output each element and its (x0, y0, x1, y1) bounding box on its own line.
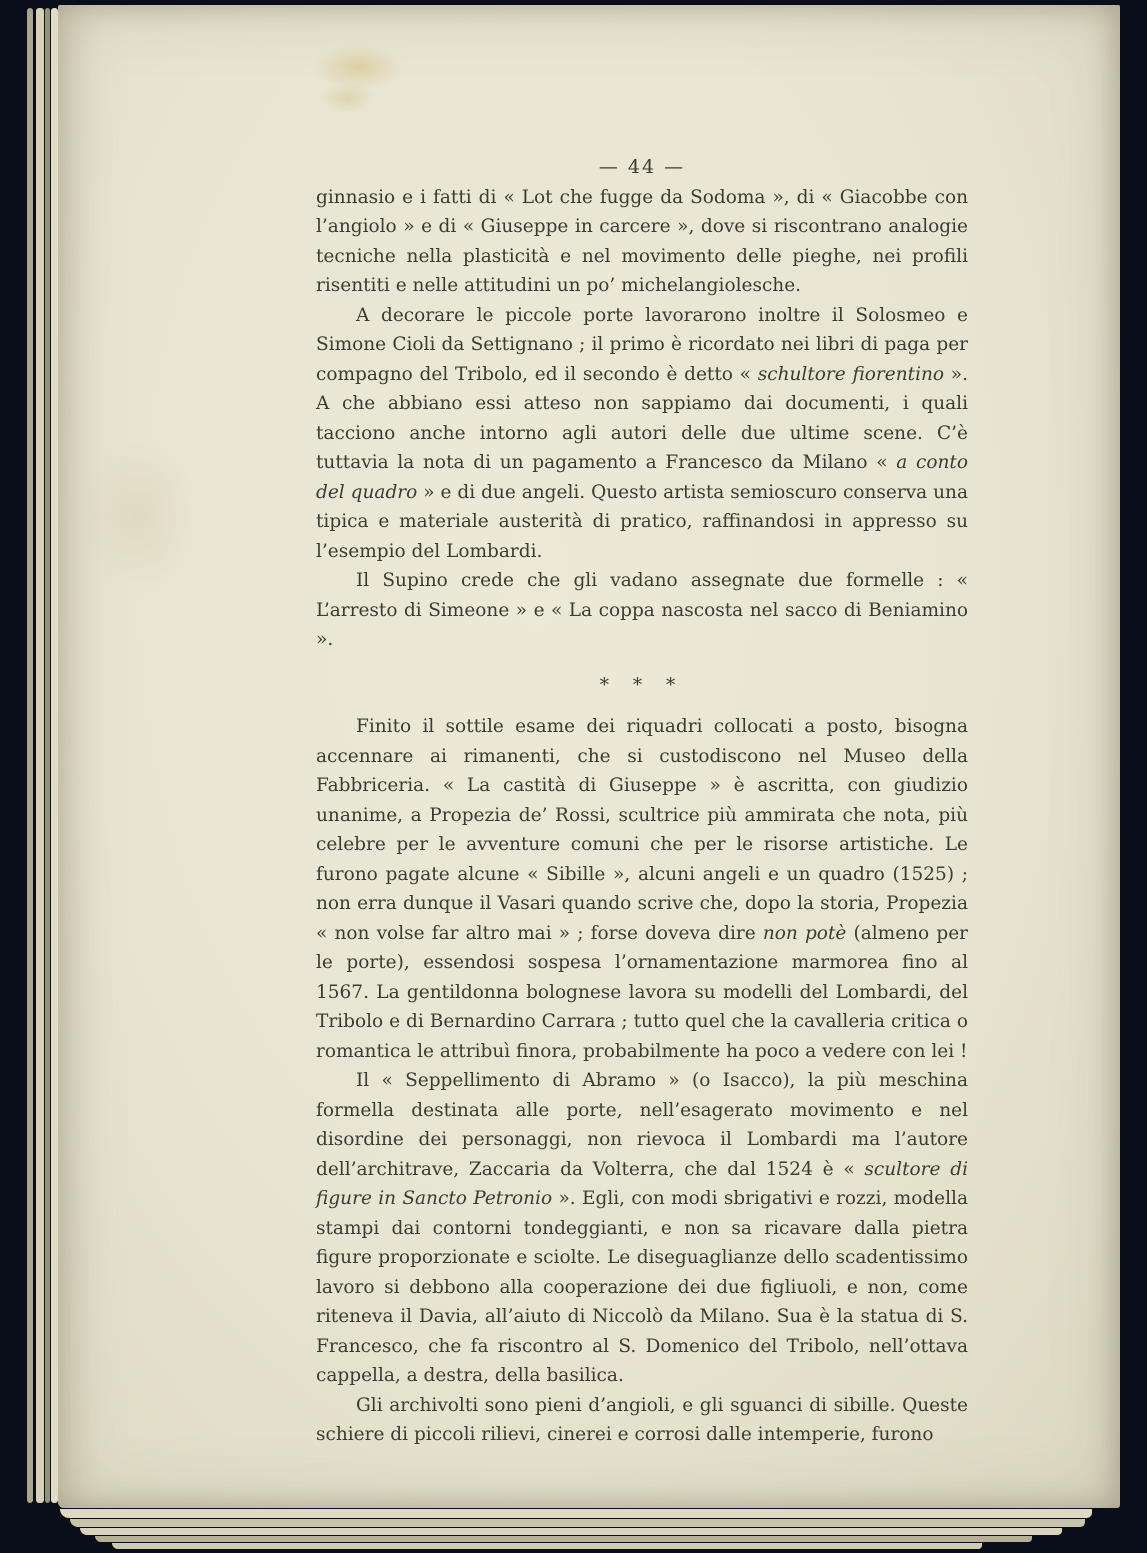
italic-run: schultore fiorentino (757, 363, 945, 385)
text-block (316, 153, 968, 1450)
page-edge-left (51, 8, 58, 1503)
page-number: — 44 — (598, 156, 686, 178)
paragraph (316, 566, 968, 655)
paper-stain (313, 45, 403, 90)
paragraph (316, 712, 968, 1066)
page-edge-left (45, 8, 50, 1503)
paragraph (316, 183, 968, 301)
page-edge-bottom (70, 1519, 1085, 1527)
text-run: ginnasio e i fatti di « Lot che fugge da Sodoma », di « Giacobbe con l’angiolo » e di « Giuseppe in carcere », dove si riscontrano analogie tecniche nella plasticità e nel movimento delle pieghe, nei profili risentiti e nelle attitudini un po’ michelangiolesche. (316, 186, 968, 296)
page-edge-left (36, 8, 44, 1503)
text-run: A decorare le piccole porte lavorarono inoltre il Solosmeo e Simone Cioli da Settignano ; il primo è ricordato nei libri di paga per compagno del Tribolo, ed il secondo è detto « (316, 304, 968, 385)
text-run: * * * (599, 674, 685, 696)
page-edge-bottom (60, 1509, 1092, 1518)
text-run: (almeno per le porte), essendosi sospesa l’ornamentazione marmorea fino al 1567. La gentildonna bolognese lavora su modelli del Lombardi, del Tribolo e di Bernardino Carrara ; tutto quel che la cavalleria critica o romantica le attribuì finora, probabilmente ha poco a vedere con lei ! (316, 922, 968, 1062)
text-run: » e di due angeli. Questo artista semioscuro conserva una tipica e materiale austerità di pratico, raffinandosi in appresso su l’esempio del Lombardi. (316, 481, 968, 562)
page-edge-bottom (95, 1536, 1032, 1542)
italic-run: a conto del quadro (316, 452, 968, 503)
italic-run: scultore di figure in Sancto Petronio (316, 1158, 968, 1209)
italic-run: non potè (762, 922, 847, 944)
section-separator (316, 671, 968, 701)
page-edge-left (27, 8, 33, 1503)
paragraph (316, 1391, 968, 1450)
text-run: Finito il sottile esame dei riquadri collocati a posto, bisogna accennare ai rimanenti, che si custodiscono nel Museo della Fabbriceria. « La castità di Giuseppe » è ascritta, con giudizio unanime, a Propezia de’ Rossi, scultrice più ammirata che nota, più celebre per le avventure comuni che per le risorse artistiche. Le furono pagate alcune « Sibille », alcuni angeli e un quadro (1525) ; non erra dunque il Vasari quando scrive che, dopo la storia, Propezia « non volse far altro mai » ; forse doveva dire (316, 716, 968, 944)
text-run: ». A che abbiano essi atteso non sappiamo dai documenti, i quali tacciono anche intorno agli autori delle due ultime scene. C’è tuttavia la nota di un pagamento a Francesco da Milano « (316, 363, 968, 473)
paper-stain (78, 435, 198, 595)
text-run: ». Egli, con modi sbrigativi e rozzi, modella stampi dai contorni tondeggianti, e non sa ricavare dalla pietra figure proporzionate e sciolte. Le diseguaglianze dello scadentissimo lavoro si debbono alla cooperazione dei due figliuoli, e non, come riteneva il Davia, all’aiuto di Niccolò da Milano. Sua è la statua di S. Francesco, che fa riscontro al S. Domenico del Tribolo, nell’ottava cappella, a destra, della basilica. (316, 1188, 968, 1386)
page-edge-bottom (112, 1543, 982, 1549)
paragraph (316, 301, 968, 567)
paragraph (316, 1066, 968, 1391)
page-edge-bottom (80, 1528, 1062, 1535)
book-page (58, 5, 1120, 1508)
text-run: Il Supino crede che gli vadano assegnate due formelle : « L’arresto di Simeone » e « La coppa nascosta nel sacco di Beniamino ». (316, 570, 968, 650)
text-run: Gli archivolti sono pieni d’angioli, e gli sguanci di sibille. Queste schiere di piccoli rilievi, cinerei e corrosi dalle intemperie, furono (316, 1394, 968, 1445)
text-run: Il « Seppellimento di Abramo » (o Isacco), la più meschina formella destinata alle porte, nell’esagerato movimento e nel disordine dei personaggi, non rievoca il Lombardi ma l’autore dell’architrave, Zaccaria da Volterra, che dal 1524 è « (316, 1070, 968, 1180)
paper-stain (320, 83, 375, 113)
